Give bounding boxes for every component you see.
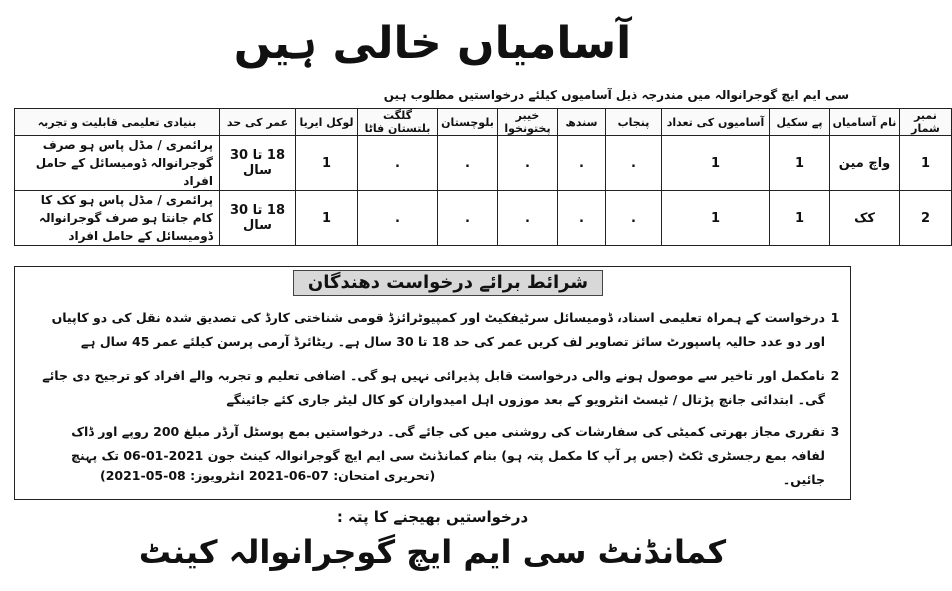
col-header: نمبر شمار [900,109,952,136]
term-item [35,306,845,354]
col-header: پنجاب [606,109,662,136]
table-cell: . [438,136,498,191]
term-text: درخواست کے ہمراہ تعلیمی اسناد، ڈومیسائل سرٹیفکیٹ اور کمپیوٹرائزڈ قومی شناختی کارڈ کی تصدیق شدہ نقل کی دو کاپیاں اور دو عدد حالیہ پاسپورٹ سائز تصاویر لف کریں عمر کی حد 18 تا 30 سال ہے۔ ریٹائرڈ آرمی پرسن کیلئے عمر 45 سال ہے [51,310,825,349]
table-cell: . [606,191,662,246]
table-header-row [15,109,952,136]
posts-table [14,108,952,246]
table-cell: 18 تا 30 سال [220,136,296,191]
table-cell: . [358,136,438,191]
title-bar [0,0,865,86]
table-cell: 1 [770,191,830,246]
term-text: نامکمل اور تاخیر سے موصول ہونے والی درخواست قابل پذیرائی نہیں ہو گی۔ اضافی تعلیم و تجربہ والے افراد کو ترجیح دی جائے گی۔ ابتدائی جانچ پڑتال / ٹیسٹ انٹرویو کے بعد موزوں اہل امیدواران کو کال لیٹر جاری کئے جائینگے [42,368,825,407]
address-label: درخواستیں بھیجنے کا پتہ : [336,508,529,526]
page-title: آسامیاں خالی ہیں [233,17,632,69]
table-cell: . [358,191,438,246]
table-cell: پرائمری / مڈل پاس ہو صرف گوجرانوالہ ڈومیسائل کے حامل افراد [15,136,220,191]
table-cell: 1 [296,191,358,246]
col-header: آسامیوں کی تعداد [662,109,770,136]
interview-date: 08-05-2021) [100,468,186,483]
col-header: عمر کی حد [220,109,296,136]
table-cell: واچ مین [830,136,900,191]
table-cell: پرائمری / مڈل پاس ہو کک کا کام جانتا ہو صرف گوجرانوالہ ڈومیسائل کے حامل افراد [15,191,220,246]
table-cell: 1 [296,136,358,191]
col-header: بنیادی تعلیمی قابلیت و تجربہ [15,109,220,136]
table-cell: . [558,136,606,191]
term-number: 3 [830,424,840,439]
table-row [15,191,952,246]
col-header: بلوچستان [438,109,498,136]
table-cell: 1 [770,136,830,191]
table-cell: 2 [900,191,952,246]
term-number: 2 [830,368,840,383]
table-cell: 1 [900,136,952,191]
address: کمانڈنٹ سی ایم ایچ گوجرانوالہ کینٹ [138,533,727,571]
table-row [15,136,952,191]
term-number: 1 [830,310,840,325]
terms-heading: شرائط برائے درخواست دھندگان [293,270,603,296]
written-exam-label: (تحریری امتحان: [333,468,436,483]
intro-text: سی ایم ایچ گوجرانوالہ میں مندرجہ ذیل آسامیوں کیلئے درخواستیں مطلوب ہیں [383,88,849,102]
col-header: پے سکیل [770,109,830,136]
term-item [35,364,845,412]
col-header: سندھ [558,109,606,136]
written-exam-date: 07-06-2021 [248,468,329,483]
interview-label: انٹرویوز: [190,468,245,483]
exam-dates [100,468,435,483]
term-text: تقرری مجاز بھرتی کمیٹی کی سفارشات کی روشنی میں کی جائے گی۔ درخواستیں بمع پوسٹل آرڈر مبلغ 200 روپے اور ڈاک لفافہ بمع رجسٹری ٹکٹ (جس پر آپ کا مکمل پتہ ہو) بنام کمانڈنٹ سی ایم ایچ گوجرانوالہ کینٹ جون 2021-01-06 تک پہنچ جائیں۔ [71,424,825,487]
table-cell: . [606,136,662,191]
table-cell: 18 تا 30 سال [220,191,296,246]
table-cell: کک [830,191,900,246]
col-header: خیبر پختونخوا [498,109,558,136]
table-cell: . [498,191,558,246]
table-cell: . [438,191,498,246]
col-header: گلگت بلتستان فاٹا [358,109,438,136]
table-cell: 1 [662,136,770,191]
col-header: لوکل ایریا [296,109,358,136]
table-cell: 1 [662,191,770,246]
col-header: نام آسامیاں [830,109,900,136]
table-cell: . [558,191,606,246]
table-cell: . [498,136,558,191]
